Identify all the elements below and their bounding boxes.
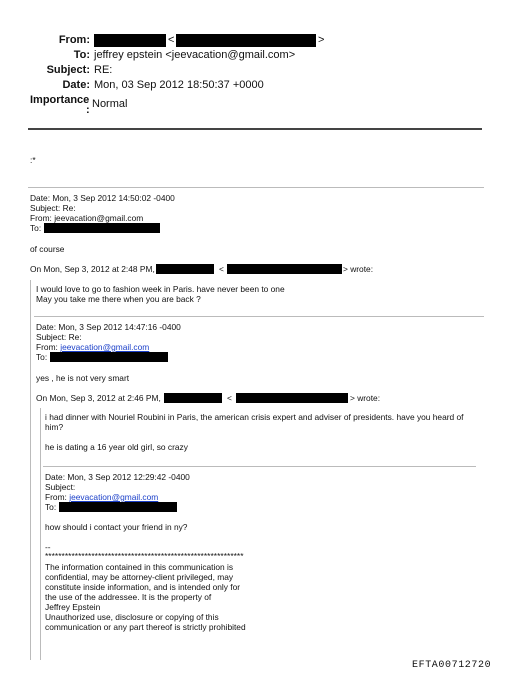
msg3-from-email-link[interactable]: jeevacation@gmail.com [69,492,159,502]
quote-bar [40,408,41,660]
body-top-text: :* [30,155,36,165]
from-gt: > [318,34,325,46]
disclaimer-line: constitute inside information, and is intended only for [45,582,241,592]
date-label: Date: [62,79,90,91]
redaction-block [227,264,342,274]
importance-label: Importance [30,94,90,106]
from-label: From: [58,34,90,46]
signature-dash: -- [45,542,51,552]
msg1-to: To: [30,223,42,233]
to-label: To: [73,49,90,61]
message-divider [43,466,476,467]
quote1-line1: I would love to go to fashion week in Paris. have never been to one [36,284,285,294]
redaction-block [164,393,222,403]
msg2-subject: Subject: Re: [36,332,82,342]
disclaimer-line: Unauthorized use, disclosure or copying of this [45,612,219,622]
quote2-line3: he is dating a 16 year old girl, so crazy [45,442,188,452]
msg2-date: Date: Mon, 3 Sep 2012 14:47:16 -0400 [36,322,181,332]
quote2-line2: him? [45,422,64,432]
importance-colon: : [86,104,90,116]
document-id: EFTA00712720 [412,660,492,671]
msg2-text: yes , he is not very smart [36,373,130,383]
date-value: Mon, 03 Sep 2012 18:50:37 +0000 [94,79,264,91]
msg2-wrote-lt: < [227,393,232,403]
to-value: jeffrey epstein <jeevacation@gmail.com> [94,49,296,61]
disclaimer-line: the use of the addressee. It is the property of [45,592,212,602]
msg2-from-email-link[interactable]: jeevacation@gmail.com [60,342,150,352]
msg1-date: Date: Mon, 3 Sep 2012 14:50:02 -0400 [30,193,175,203]
message-divider [34,316,484,317]
msg3-from-label: From: [45,492,67,502]
redaction-block [59,502,177,512]
message-divider [28,187,484,188]
from-lt: < [168,34,175,46]
msg2-wrote-suffix: > wrote: [350,393,381,403]
disclaimer-line: confidential, may be attorney-client privileged, may [45,572,234,582]
msg1-from: From: jeevacation@gmail.com [30,213,144,223]
msg2-to: To: [36,352,48,362]
disclaimer-line: The information contained in this communication is [45,562,234,572]
msg3-date: Date: Mon, 3 Sep 2012 12:29:42 -0400 [45,472,190,482]
msg2-wrote-prefix: On Mon, Sep 3, 2012 at 2:46 PM, [36,393,161,403]
redaction-block [236,393,348,403]
msg3-subject: Subject: [45,482,76,492]
msg2-from-label: From: [36,342,58,352]
msg2-from [36,342,149,353]
msg1-wrote-prefix: On Mon, Sep 3, 2012 at 2:48 PM, [30,264,155,274]
redaction-block [44,223,160,233]
redaction-block [156,264,214,274]
msg1-subject: Subject: Re: [30,203,76,213]
msg3-from [45,492,158,503]
redaction-block [176,34,316,47]
redaction-block [50,352,168,362]
msg3-text: how should i contact your friend in ny? [45,522,188,532]
subject-value: RE: [94,64,113,76]
header-divider [28,128,482,130]
disclaimer-line: communication or any part thereof is strictly prohibited [45,622,246,632]
msg1-text: of course [30,244,65,254]
msg3-to: To: [45,502,57,512]
quote1-line2: May you take me there when you are back ? [36,294,201,304]
subject-label: Subject: [46,64,90,76]
disclaimer-stars: ************************************************************ [45,551,244,561]
disclaimer-line: Jeffrey Epstein [45,602,101,612]
importance-value: Normal [92,98,128,110]
quote2-line1: i had dinner with Nouriel Roubini in Paris, the american crisis expert and adviser of presidents. have you heard of [45,412,464,422]
msg1-wrote-suffix: > wrote: [343,264,374,274]
quote-bar [30,280,31,660]
redaction-block [94,34,166,47]
msg1-wrote-lt: < [219,264,224,274]
